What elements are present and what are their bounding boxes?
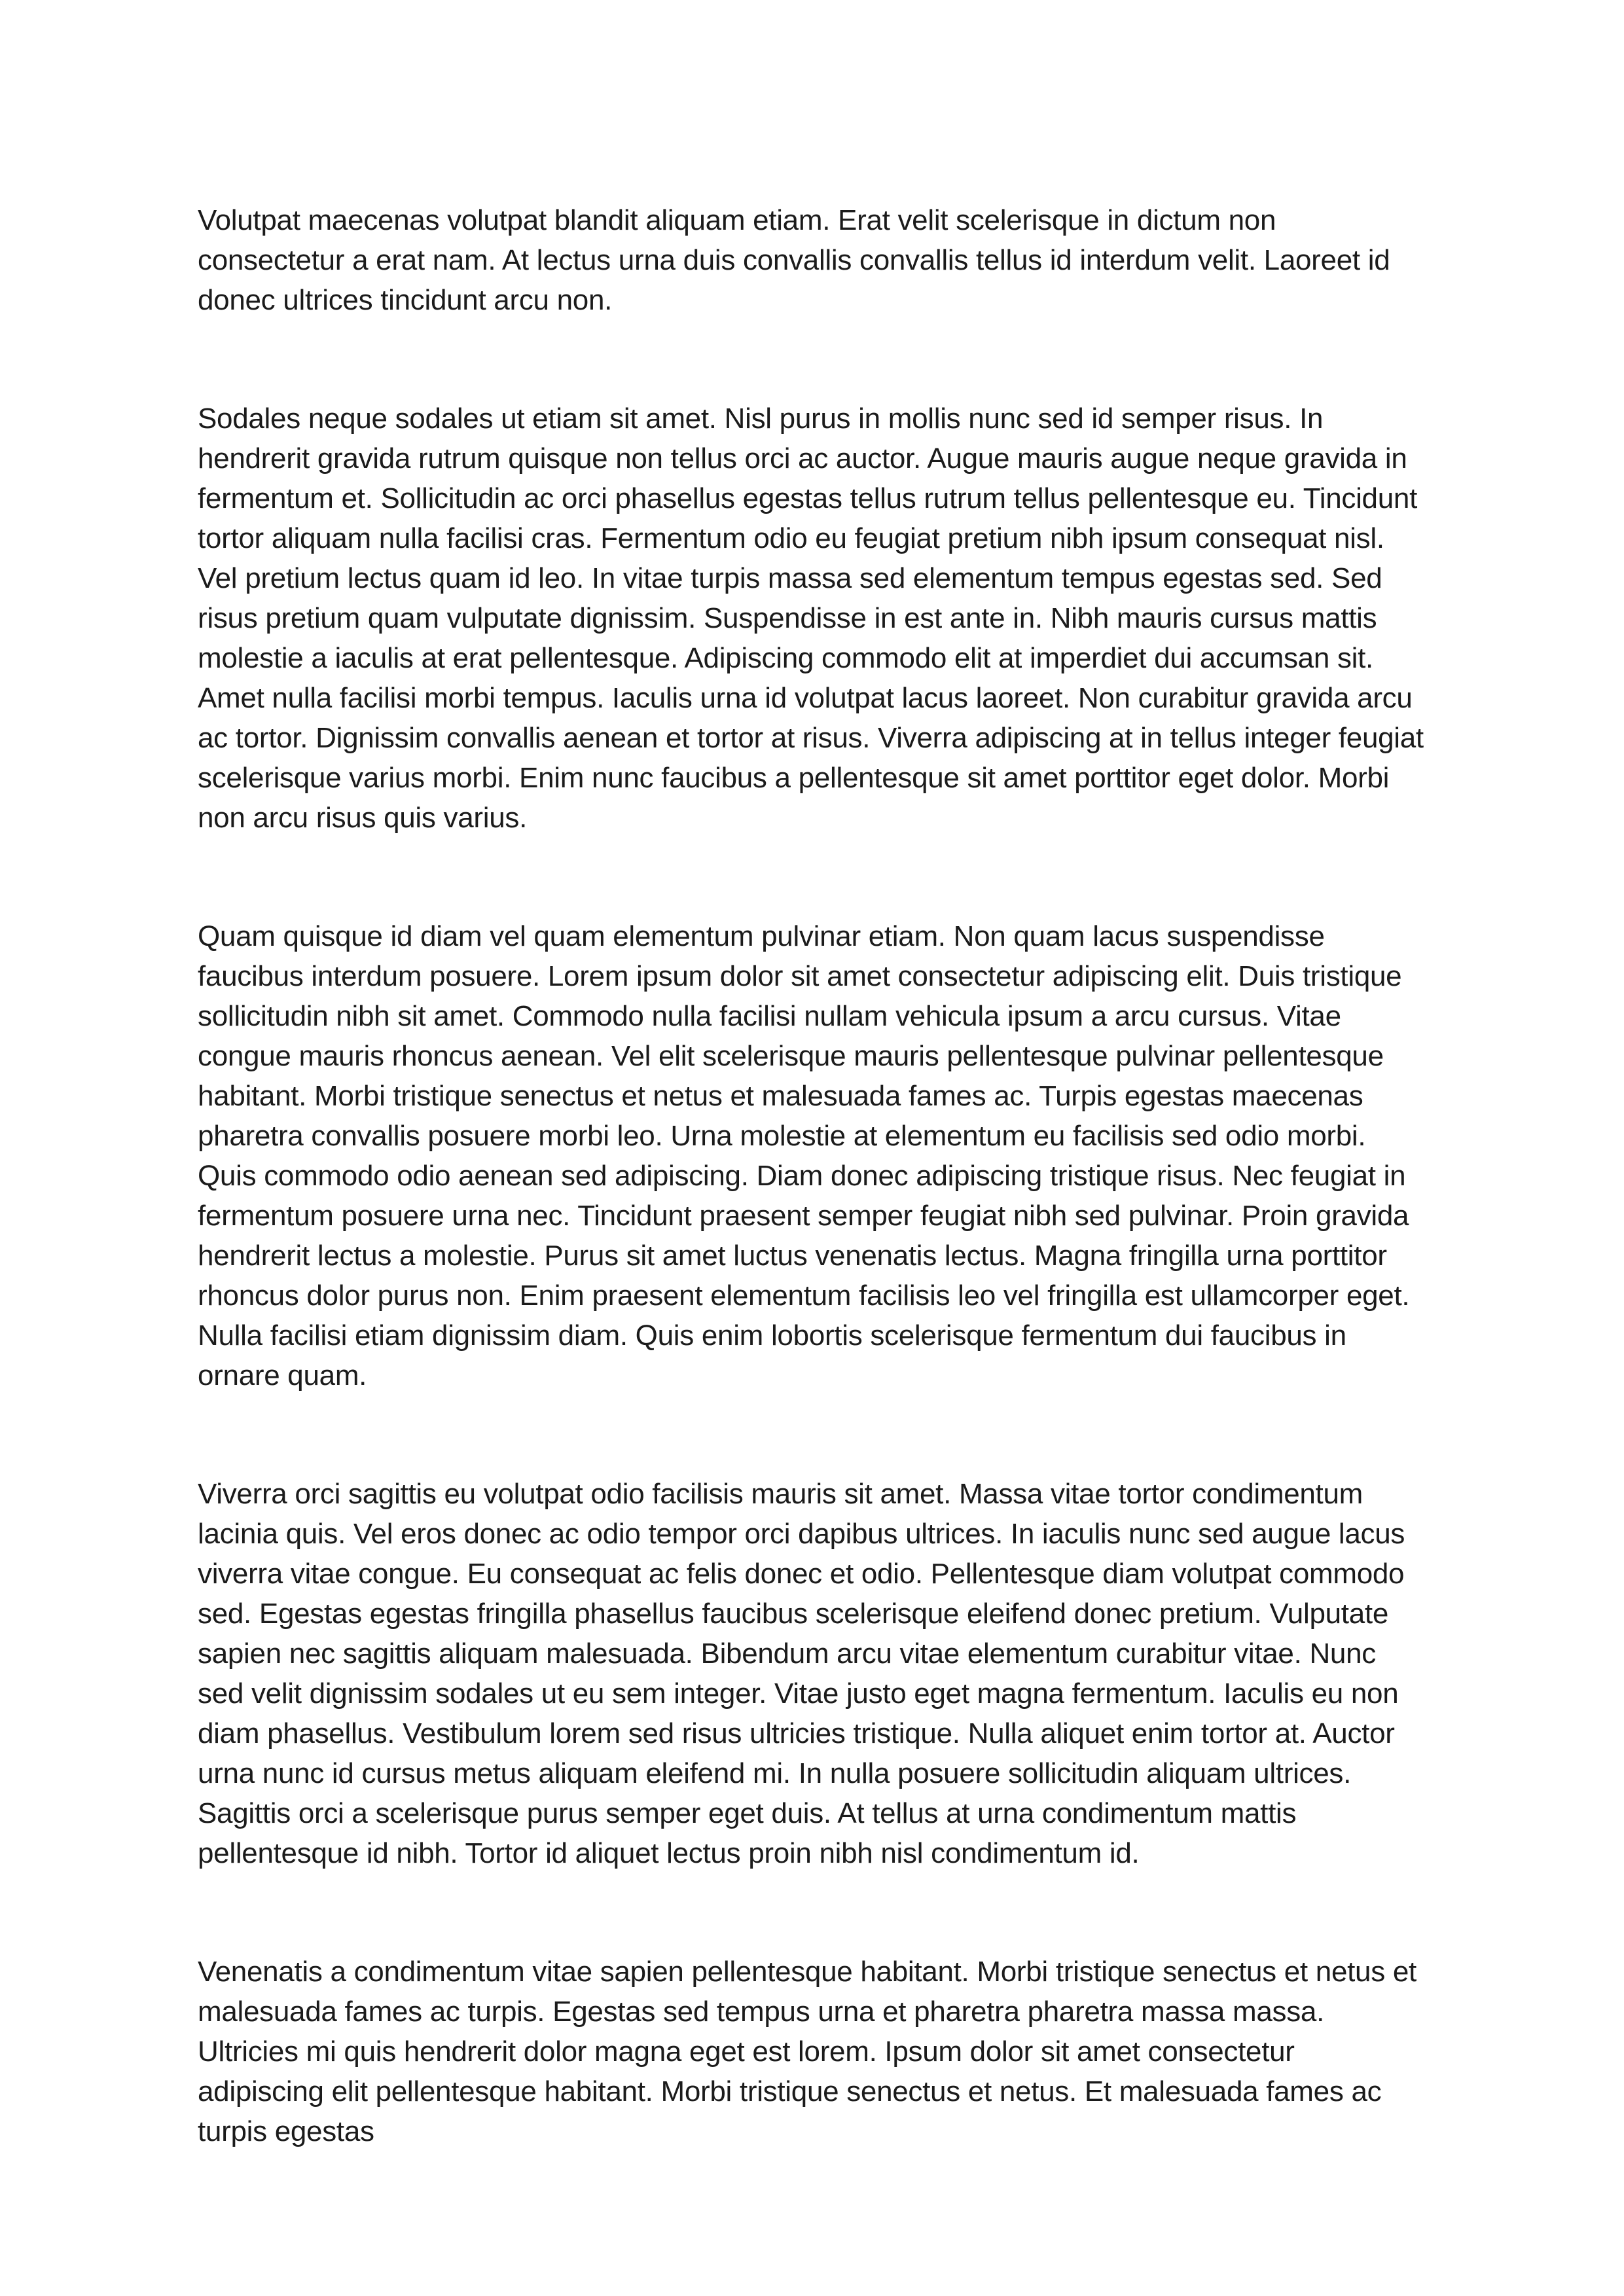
paragraph: Viverra orci sagittis eu volutpat odio facilisis mauris sit amet. Massa vitae tortor condimentum lacinia quis. Vel eros donec ac odio tempor orci dapibus ultrices. In iaculis nunc sed augue lacus viverra vitae congue. Eu consequat ac felis donec et odio. Pellentesque diam volutpat commodo sed. Egestas egestas fringilla phasellus faucibus scelerisque eleifend donec pretium. Vulputate sapien nec sagittis aliquam malesuada. Bibendum arcu vitae elementum curabitur vitae. Nunc sed velit dignissim sodales ut eu sem integer. Vitae justo eget magna fermentum. Iaculis eu non diam phasellus. Vestibulum lorem sed risus ultricies tristique. Nulla aliquet enim tortor at. Auctor urna nunc id cursus metus aliquam eleifend mi. In nulla posuere sollicitudin aliquam ultrices. Sagittis orci a scelerisque purus semper eget duis. At tellus at urna condimentum mattis pellentesque id nibh. Tortor id aliquet lectus proin nibh nisl condimentum id. (198, 1478, 1405, 1869)
paragraph: Venenatis a condimentum vitae sapien pellentesque habitant. Morbi tristique senectus et netus et malesuada fames ac turpis. Egestas sed tempus urna et pharetra pharetra massa massa. Ultricies mi quis hendrerit dolor magna eget est lorem. Ipsum dolor sit amet consectetur adipiscing elit pellentesque habitant. Morbi tristique senectus et netus. Et malesuada fames ac turpis egestas (198, 1956, 1416, 2147)
paragraph: Sodales neque sodales ut etiam sit amet. Nisl purus in mollis nunc sed id semper risus. In hendrerit gravida rutrum quisque non tellus orci ac auctor. Augue mauris augue neque gravida in fermentum et. Sollicitudin ac orci phasellus egestas tellus rutrum tellus pellentesque eu. Tincidunt tortor aliquam nulla facilisi cras. Fermentum odio eu feugiat pretium nibh ipsum consequat nisl. Vel pretium lectus quam id leo. In vitae turpis massa sed elementum tempus egestas sed. Sed risus pretium quam vulputate dignissim. Suspendisse in est ante in. Nibh mauris cursus mattis molestie a iaculis at erat pellentesque. Adipiscing commodo elit at imperdiet dui accumsan sit. Amet nulla facilisi morbi tempus. Iaculis urna id volutpat lacus laoreet. Non curabitur gravida arcu ac tortor. Dignissim convallis aenean et tortor at risus. Viverra adipiscing at in tellus integer feugiat scelerisque varius morbi. Enim nunc faucibus a pellentesque sit amet porttitor eget dolor. Morbi non arcu risus quis varius. (198, 403, 1424, 834)
paragraph: Quam quisque id diam vel quam elementum pulvinar etiam. Non quam lacus suspendisse faucibus interdum posuere. Lorem ipsum dolor sit amet consectetur adipiscing elit. Duis tristique sollicitudin nibh sit amet. Commodo nulla facilisi nullam vehicula ipsum a arcu cursus. Vitae congue mauris rhoncus aenean. Vel elit scelerisque mauris pellentesque pulvinar pellentesque habitant. Morbi tristique senectus et netus et malesuada fames ac. Turpis egestas maecenas pharetra convallis posuere morbi leo. Urna molestie at elementum eu facilisis sed odio morbi. Quis commodo odio aenean sed adipiscing. Diam donec adipiscing tristique risus. Nec feugiat in fermentum posuere urna nec. Tincidunt praesent semper feugiat nibh sed pulvinar. Proin gravida hendrerit lectus a molestie. Purus sit amet luctus venenatis lectus. Magna fringilla urna porttitor rhoncus dolor purus non. Enim praesent elementum facilisis leo vel fringilla est ullamcorper eget. Nulla facilisi etiam dignissim diam. Quis enim lobortis scelerisque fermentum dui faucibus in ornare quam. (198, 920, 1410, 1391)
paragraph: Volutpat maecenas volutpat blandit aliquam etiam. Erat velit scelerisque in dictum non consectetur a erat nam. At lectus urna duis convallis convallis tellus id interdum velit. Laoreet id donec ultrices tincidunt arcu non. (198, 204, 1390, 316)
